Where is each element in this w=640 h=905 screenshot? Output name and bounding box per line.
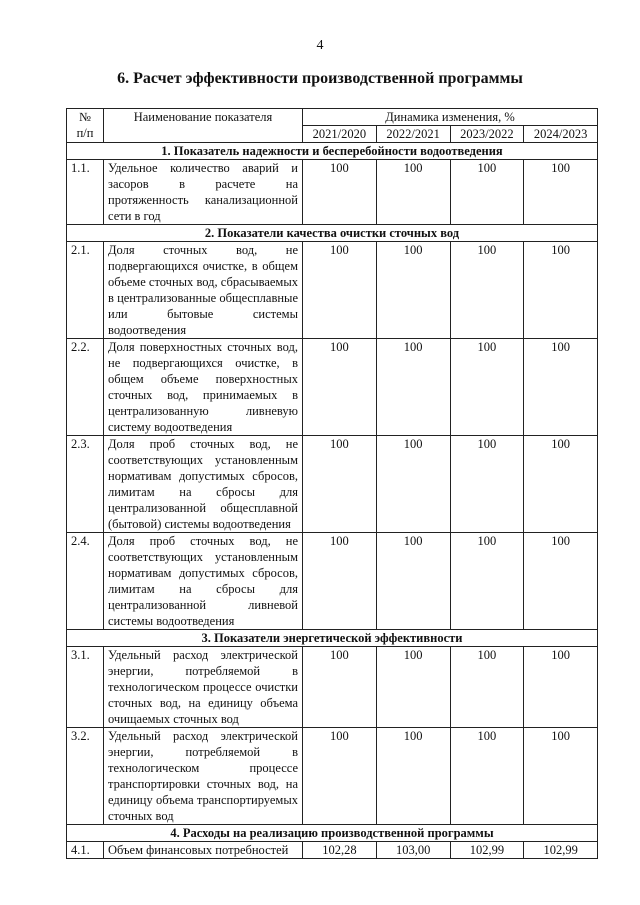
row-number: 1.1. [67, 160, 104, 225]
row-number: 3.1. [67, 647, 104, 728]
dynamics-value: 100 [450, 436, 524, 533]
section-row [67, 825, 598, 842]
indicator-row [67, 728, 598, 825]
dynamics-value: 100 [303, 242, 377, 339]
dynamics-value: 100 [303, 647, 377, 728]
dynamics-value: 100 [303, 160, 377, 225]
dynamics-value: 100 [524, 436, 598, 533]
dynamics-value: 100 [376, 339, 450, 436]
dynamics-value: 100 [303, 533, 377, 630]
dynamics-value: 100 [376, 436, 450, 533]
row-number: 2.1. [67, 242, 104, 339]
dynamics-value: 100 [450, 242, 524, 339]
indicator-name: Объем финансовых потребностей [104, 842, 303, 859]
header-year: 2022/2021 [376, 126, 450, 143]
section-row [67, 630, 598, 647]
indicator-name: Удельный расход электрической энергии, потребляемой в технологическом процессе транспортировки сточных вод, на единицу объема транспортируемых сточных вод [104, 728, 303, 825]
indicator-row [67, 647, 598, 728]
indicator-name: Доля поверхностных сточных вод, не подвергающихся очистке, в общем объеме поверхностных сточных вод, принимаемых в централизованную ливневую систему водоотведения [104, 339, 303, 436]
header-number-cell [67, 109, 104, 143]
section-heading: 1. Показатель надежности и бесперебойности водоотведения [67, 143, 598, 160]
section-heading: 3. Показатели энергетической эффективности [67, 630, 598, 647]
dynamics-value: 100 [303, 339, 377, 436]
indicator-name: Удельный расход электрической энергии, потребляемой в технологическом процессе очистки сточных вод, на единицу объема очищаемых сточных вод [104, 647, 303, 728]
dynamics-value: 100 [524, 339, 598, 436]
dynamics-value: 100 [524, 533, 598, 630]
dynamics-value: 100 [376, 160, 450, 225]
dynamics-value: 100 [524, 647, 598, 728]
header-year: 2023/2022 [450, 126, 524, 143]
dynamics-value: 102,99 [524, 842, 598, 859]
header-dynamics: Динамика изменения, % [303, 109, 598, 126]
dynamics-value: 100 [376, 728, 450, 825]
section-heading: 4. Расходы на реализацию производственной программы [67, 825, 598, 842]
dynamics-value: 100 [303, 436, 377, 533]
header-year: 2024/2023 [524, 126, 598, 143]
row-number: 3.2. [67, 728, 104, 825]
row-number: 4.1. [67, 842, 104, 859]
section-row [67, 143, 598, 160]
row-number: 2.4. [67, 533, 104, 630]
dynamics-value: 100 [524, 160, 598, 225]
indicator-row [67, 339, 598, 436]
indicator-row [67, 242, 598, 339]
dynamics-value: 100 [524, 242, 598, 339]
header-indicator-name: Наименование показателя [104, 109, 303, 143]
header-number-sign: № [79, 110, 91, 124]
dynamics-value: 102,28 [303, 842, 377, 859]
dynamics-value: 103,00 [376, 842, 450, 859]
indicator-name: Удельное количество аварий и засоров в расчете на протяженность канализационной сети в год [104, 160, 303, 225]
section-row [67, 225, 598, 242]
table-body [67, 143, 598, 859]
section-title: 6. Расчет эффективности производственной программы [117, 70, 523, 87]
dynamics-value: 100 [450, 728, 524, 825]
dynamics-value: 100 [524, 728, 598, 825]
row-number: 2.2. [67, 339, 104, 436]
dynamics-value: 100 [376, 242, 450, 339]
header-year: 2021/2020 [303, 126, 377, 143]
indicator-name: Доля проб сточных вод, не соответствующих установленным нормативам допустимых сбросов, лимитам на сбросы для централизованной общесплавной (бытовой) системы водоотведения [104, 436, 303, 533]
dynamics-value: 100 [450, 647, 524, 728]
indicator-name: Доля проб сточных вод, не соответствующих установленным нормативам допустимых сбросов, лимитам на сбросы для централизованной ливневой системы водоотведения [104, 533, 303, 630]
indicator-row [67, 533, 598, 630]
row-number: 2.3. [67, 436, 104, 533]
dynamics-value: 100 [303, 728, 377, 825]
page-number: 4 [316, 38, 324, 53]
dynamics-value: 102,99 [450, 842, 524, 859]
dynamics-value: 100 [450, 339, 524, 436]
dynamics-value: 100 [376, 533, 450, 630]
indicator-name: Доля сточных вод, не подвергающихся очистке, в общем объеме сточных вод, сбрасываемых в централизованные общесплавные или бытовые системы водоотведения [104, 242, 303, 339]
dynamics-value: 100 [450, 533, 524, 630]
dynamics-value: 100 [376, 647, 450, 728]
header-number-abbrev: п/п [76, 126, 94, 140]
dynamics-value: 100 [450, 160, 524, 225]
indicator-row [67, 842, 598, 859]
indicator-row [67, 160, 598, 225]
indicator-row [67, 436, 598, 533]
section-heading: 2. Показатели качества очистки сточных вод [67, 225, 598, 242]
efficiency-table [66, 108, 598, 859]
